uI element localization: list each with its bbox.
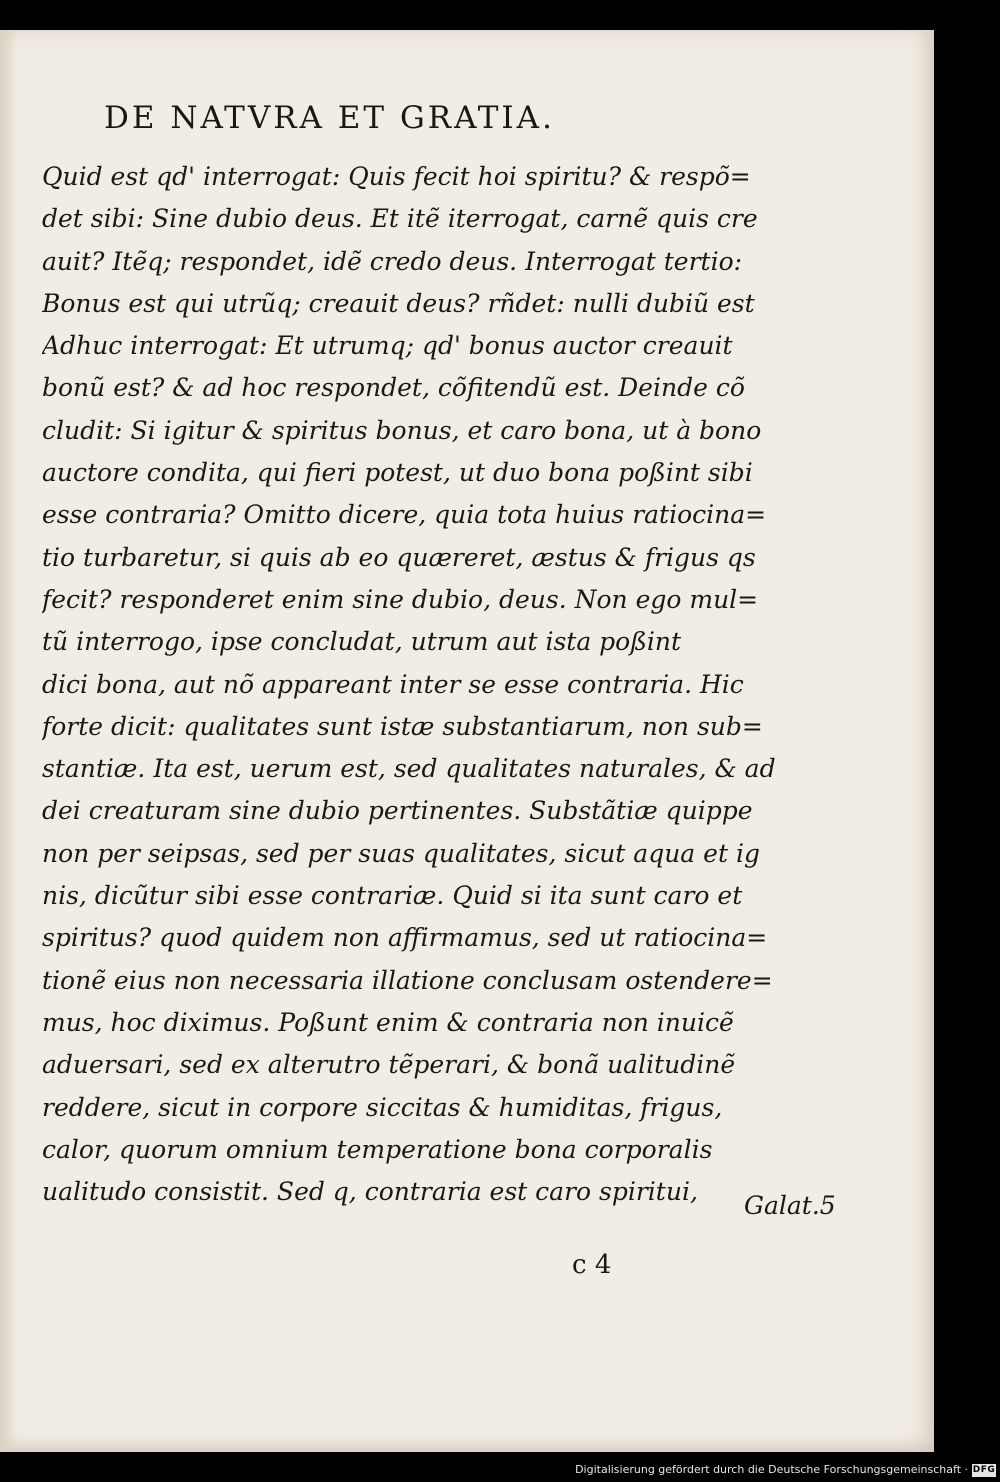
- text-line: spiritus? quod quidem non affirmamus, sed ut ratiocina=: [42, 923, 768, 953]
- text-line: nis, dicũtur sibi esse contrariæ. Quid si ita sunt caro et: [42, 881, 743, 911]
- text-line: esse contraria? Omitto dicere, quia tota huius ratiocina=: [42, 500, 767, 530]
- text-line: Adhuc interrogat: Et utrumq; qd' bonus auctor creauit: [42, 331, 733, 361]
- text-line: tio turbaretur, si quis ab eo quæreret, æstus & frigus qs: [42, 542, 756, 572]
- text-line: mus, hoc diximus. Poßunt enim & contraria non inuicẽ: [42, 1007, 734, 1037]
- body-text: [42, 156, 782, 1213]
- digitization-credit: Digitalisierung gefördert durch die Deutsche Forschungsgemeinschaft ·: [575, 1463, 968, 1476]
- text-line: tũ interrogo, ipse concludat, utrum aut ista poßint: [42, 627, 682, 657]
- text-line: bonũ est? & ad hoc respondet, cõfitendũ est. Deinde cõ: [42, 373, 745, 403]
- text-line: calor, quorum omnium temperatione bona corporalis: [42, 1134, 713, 1164]
- marginal-note: Galat.5: [744, 1191, 836, 1220]
- text-line: non per seipsas, sed per suas qualitates, sicut aqua et ig: [42, 838, 760, 868]
- running-header: DE NATVRA ET GRATIA.: [104, 100, 555, 136]
- text-line: dici bona, aut nõ appareant inter se esse contraria. Hic: [42, 669, 744, 699]
- page-gutter-shadow: [0, 30, 18, 1452]
- text-line: reddere, sicut in corpore siccitas & humiditas, frigus,: [42, 1092, 723, 1122]
- text-line: auctore condita, qui fieri potest, ut duo bona poßint sibi: [42, 458, 753, 488]
- text-line: dei creaturam sine dubio pertinentes. Substãtiæ quippe: [42, 796, 753, 826]
- text-line: tionẽ eius non necessaria illatione conclusam ostendere=: [42, 965, 773, 995]
- text-line: stantiæ. Ita est, uerum est, sed qualitates naturales, & ad: [42, 754, 776, 784]
- text-line: cludit: Si igitur & spiritus bonus, et caro bona, ut à bono: [42, 415, 762, 445]
- text-line: Quid est qd' interrogat: Quis fecit hoi spiritu? & respõ=: [42, 162, 751, 191]
- text-line: auit? Itẽq; respondet, idẽ credo deus. Interrogat tertio:: [42, 246, 743, 276]
- book-page: [0, 30, 934, 1452]
- text-line: det sibi: Sine dubio deus. Et itẽ iterrogat, carnẽ quis cre: [42, 204, 758, 234]
- text-line: Bonus est qui utrũq; creauit deus? rñdet: nulli dubiũ est: [42, 288, 755, 318]
- dfg-logo-icon: DFG: [972, 1465, 996, 1475]
- text-line: ualitudo consistit. Sed q, contraria est caro spiritui,: [42, 1177, 698, 1207]
- text-line: aduersari, sed ex alterutro tẽperari, & bonã ualitudinẽ: [42, 1050, 736, 1080]
- text-line: fecit? responderet enim sine dubio, deus. Non ego mul=: [42, 584, 759, 614]
- signature-mark: c 4: [572, 1250, 612, 1280]
- text-line: forte dicit: qualitates sunt istæ substantiarum, non sub=: [42, 711, 763, 741]
